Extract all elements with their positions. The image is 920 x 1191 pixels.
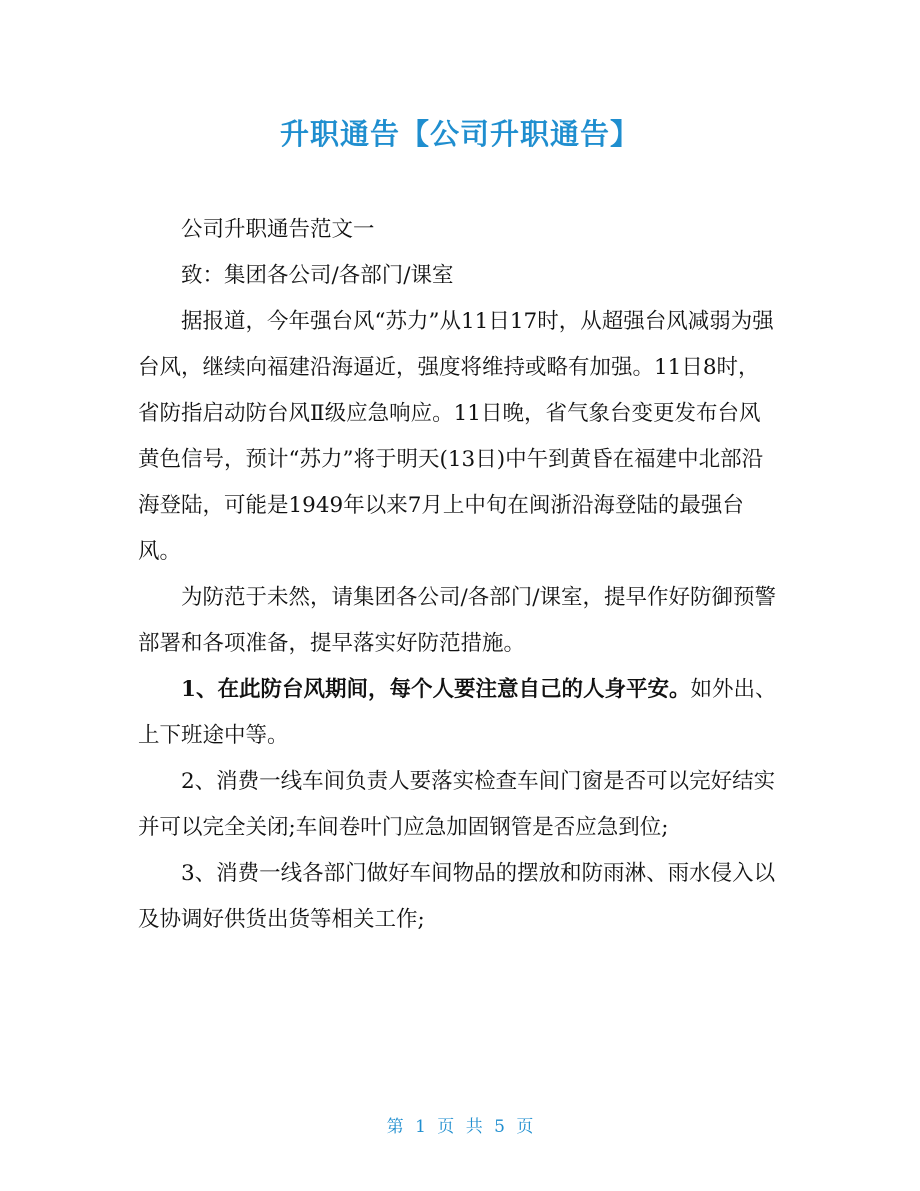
paragraph-item-3: 3、消费一线各部门做好车间物品的摆放和防雨淋、雨水侵入以及协调好供货出货等相关工作; <box>138 861 776 932</box>
document-body <box>138 207 778 943</box>
paragraph-intro-heading: 公司升职通告范文一 <box>181 217 375 242</box>
paragraph-typhoon-report: 据报道，今年强台风“苏力”从11日17时，从超强台风减弱为强台风，继续向福建沿海逼近，强度将维持或略有加强。11日8时，省防指启动防台风Ⅱ级应急响应。11日晚，省气象台变更发布台风黄色信号，预计“苏力”将于明天(13日)中午到黄昏在福建中北部沿海登陆，可能是1949年以来7月上中旬在闽浙沿海登陆的最强台风。 <box>138 309 774 564</box>
page-number-footer: 第 1 页 共 5 页 <box>386 1117 534 1137</box>
document-title: 升职通告【公司升职通告】 <box>279 117 640 151</box>
item-1-rest-text: 如外出、上下班途中等。 <box>138 677 777 748</box>
paragraph-prevention-request: 为防范于未然，请集团各公司/各部门/课室，提早作好防御预警部署和各项准备，提早落实好防范措施。 <box>138 585 776 656</box>
paragraph-item-2: 2、消费一线车间负责人要落实检查车间门窗是否可以完好结实并可以完全关闭;车间卷叶门应急加固钢管是否应急到位; <box>138 769 776 840</box>
paragraph-salutation: 致：集团各公司/各部门/课室 <box>181 263 454 288</box>
item-1-bold-text: 1、在此防台风期间，每个人要注意自己的人身平安。 <box>181 677 691 702</box>
paragraph-item-1 <box>138 667 778 759</box>
